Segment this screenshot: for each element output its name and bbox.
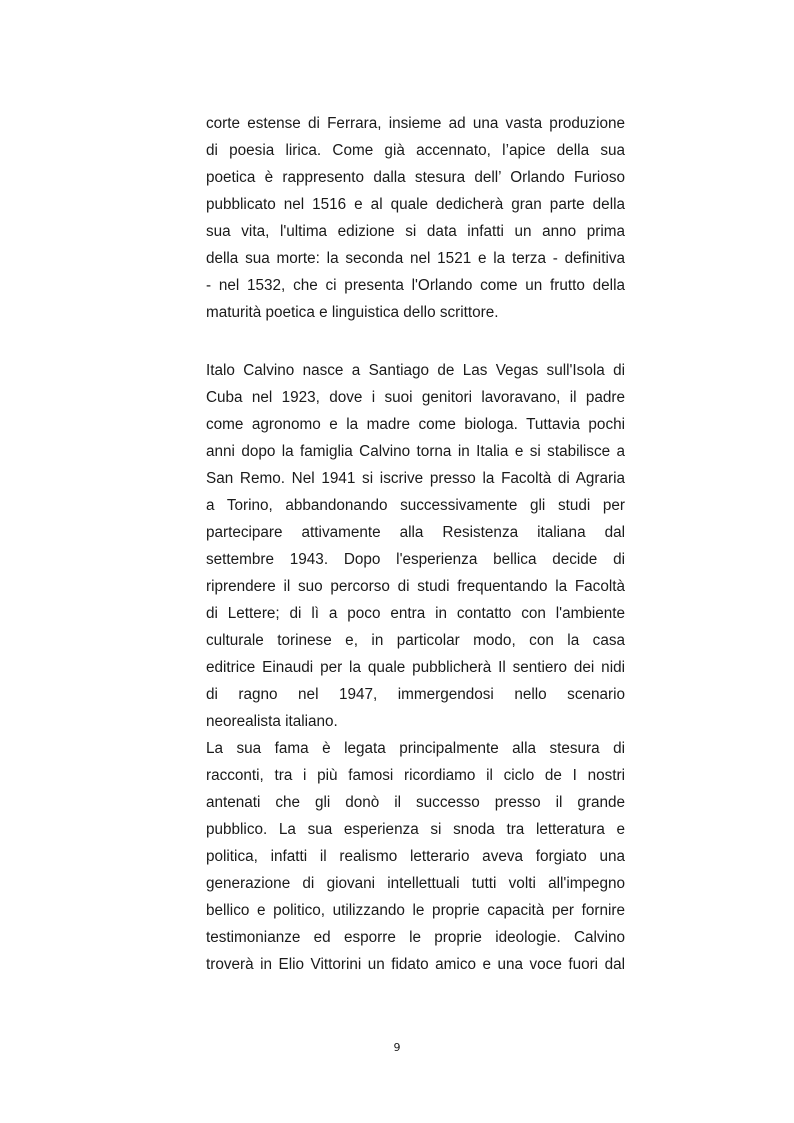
text-line: La sua fama è legata principalmente alla stesura di [206,740,625,757]
text-line: di Lettere; di lì a poco entra in contatto con l'ambiente [206,605,625,622]
text-line: neorealista italiano. [206,713,338,730]
text-line: pubblico. La sua esperienza si snoda tra letteratura e [206,821,625,838]
text-line: antenati che gli donò il successo presso il grande [206,794,625,811]
text-line: testimonianze ed esporre le proprie ideologie. Calvino [206,929,625,946]
text-line: della sua morte: la seconda nel 1521 e la terza - definitiva [206,250,625,267]
text-line: - nel 1532, che ci presenta l'Orlando come un frutto della [206,277,625,294]
text-line: politica, infatti il realismo letterario aveva forgiato una [206,848,625,865]
text-line: corte estense di Ferrara, insieme ad una vasta produzione [206,115,625,132]
text-line: troverà in Elio Vittorini un fidato amico e una voce fuori dal [206,956,625,973]
text-line: settembre 1943. Dopo l'esperienza bellica decide di [206,551,625,568]
text-line: di poesia lirica. Come già accennato, l’apice della sua [206,142,625,159]
text-line: come agronomo e la madre come biologa. Tuttavia pochi [206,416,625,433]
text-line: Cuba nel 1923, dove i suoi genitori lavoravano, il padre [206,389,625,406]
page-number: 9 [393,1041,401,1054]
text-line: maturità poetica e linguistica dello scrittore. [206,304,499,321]
text-line: poetica è rappresento dalla stesura dell’ Orlando Furioso [206,169,625,186]
text-line: sua vita, l'ultima edizione si data infatti un anno prima [206,223,625,240]
text-line: culturale torinese e, in particolar modo, con la casa [206,632,625,649]
text-line: di ragno nel 1947, immergendosi nello scenario [206,686,625,703]
text-line: racconti, tra i più famosi ricordiamo il ciclo de I nostri [206,767,625,784]
text-line: generazione di giovani intellettuali tutti volti all'impegno [206,875,625,892]
text-line: editrice Einaudi per la quale pubblicherà Il sentiero dei nidi [206,659,625,676]
text-line: a Torino, abbandonando successivamente gli studi per [206,497,625,514]
text-line: pubblicato nel 1516 e al quale dedicherà gran parte della [206,196,625,213]
text-line: anni dopo la famiglia Calvino torna in Italia e si stabilisce a [206,443,625,460]
text-line: Italo Calvino nasce a Santiago de Las Vegas sull'Isola di [206,362,625,379]
text-line: San Remo. Nel 1941 si iscrive presso la Facoltà di Agraria [206,470,625,487]
text-line: bellico e politico, utilizzando le proprie capacità per fornire [206,902,625,919]
text-line: partecipare attivamente alla Resistenza italiana dal [206,524,625,541]
text-line: riprendere il suo percorso di studi frequentando la Facoltà [206,578,625,595]
